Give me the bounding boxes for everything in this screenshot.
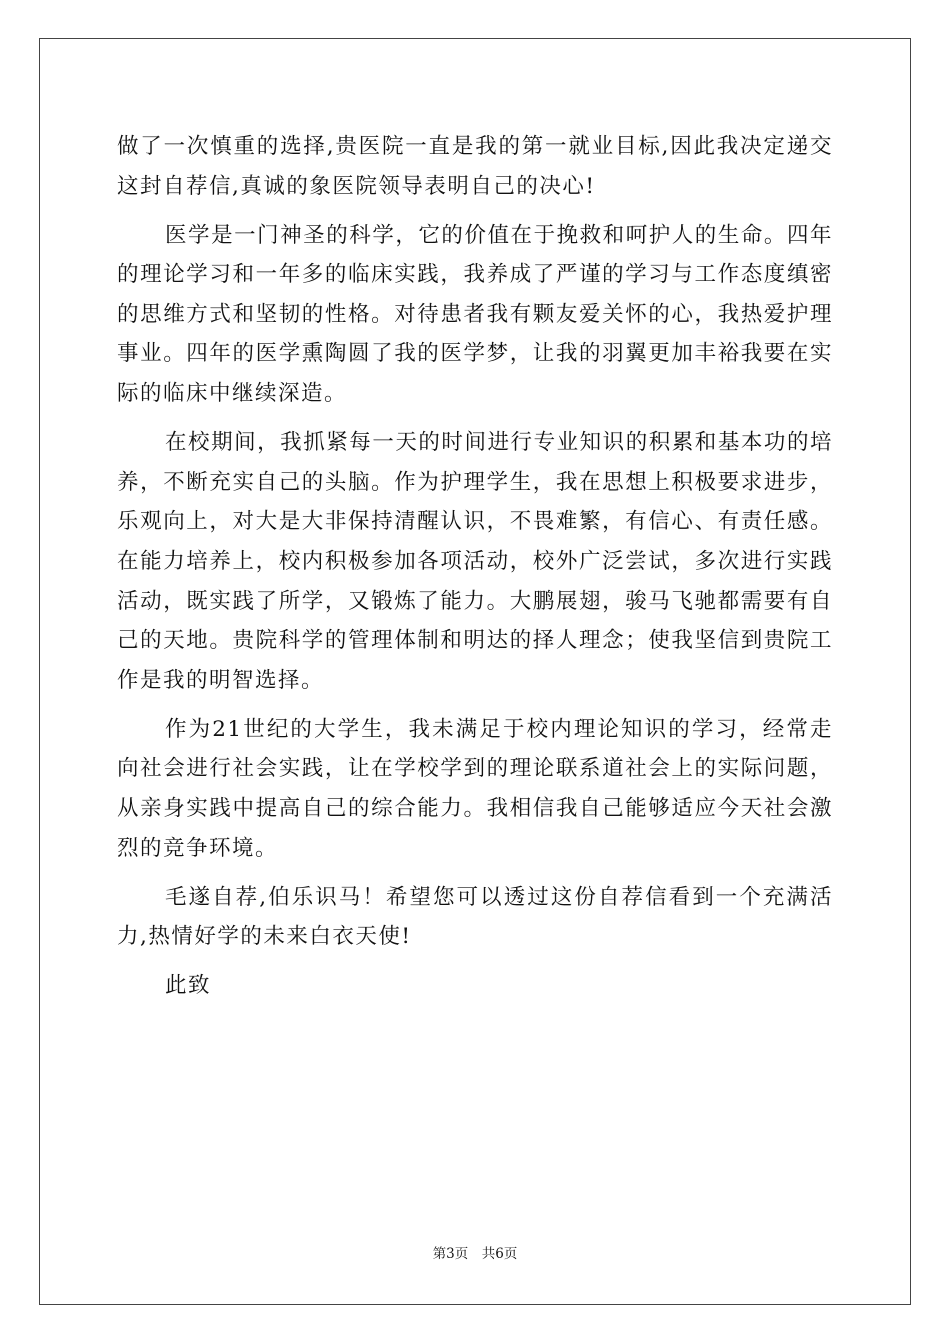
page-number-footer: 第3页 共6页 (432, 1246, 518, 1262)
paragraph-continuation: 做了一次慎重的选择,贵医院一直是我的第一就业目标,因此我决定递交这封自荐信,真诚的象医院领导表明自己的决心! (117, 134, 833, 199)
letter-body (117, 127, 833, 1006)
paragraph-school: 在校期间，我抓紧每一天的时间进行专业知识的积累和基本功的培养，不断充实自己的头脑。作为护理学生，我在思想上积极要求进步，乐观向上，对大是大非保持清醒认识，不畏难繁，有信心、有责任感。在能力培养上，校内积极参加各项活动，校外广泛尝试，多次进行实践活动，既实践了所学，又锻炼了能力。大鹏展翅，骏马飞驰都需要有自己的天地。贵院科学的管理体制和明达的择人理念；使我坚信到贵院工作是我的明智选择。 (117, 430, 833, 693)
paragraph-practice: 作为21世纪的大学生，我未满足于校内理论知识的学习，经常走向社会进行社会实践，让在学校学到的理论联系道社会上的实际问题，从亲身实践中提高自己的综合能力。我相信我自己能够适应今天社会激烈的竞争环境。 (117, 716, 833, 861)
paragraph-medicine: 医学是一门神圣的科学，它的价值在于挽救和呵护人的生命。四年的理论学习和一年多的临床实践，我养成了严谨的学习与工作态度缜密的思维方式和坚韧的性格。对待患者我有颗友爱关怀的心，我热爱护理事业。四年的医学熏陶圆了我的医学梦，让我的羽翼更加丰裕我要在实际的临床中继续深造。 (117, 222, 833, 407)
paragraph-recommendation: 毛遂自荐,伯乐识马！希望您可以透过这份自荐信看到一个充满活力,热情好学的未来白衣天使! (117, 884, 833, 950)
closing-salutation: 此致 (165, 973, 212, 999)
